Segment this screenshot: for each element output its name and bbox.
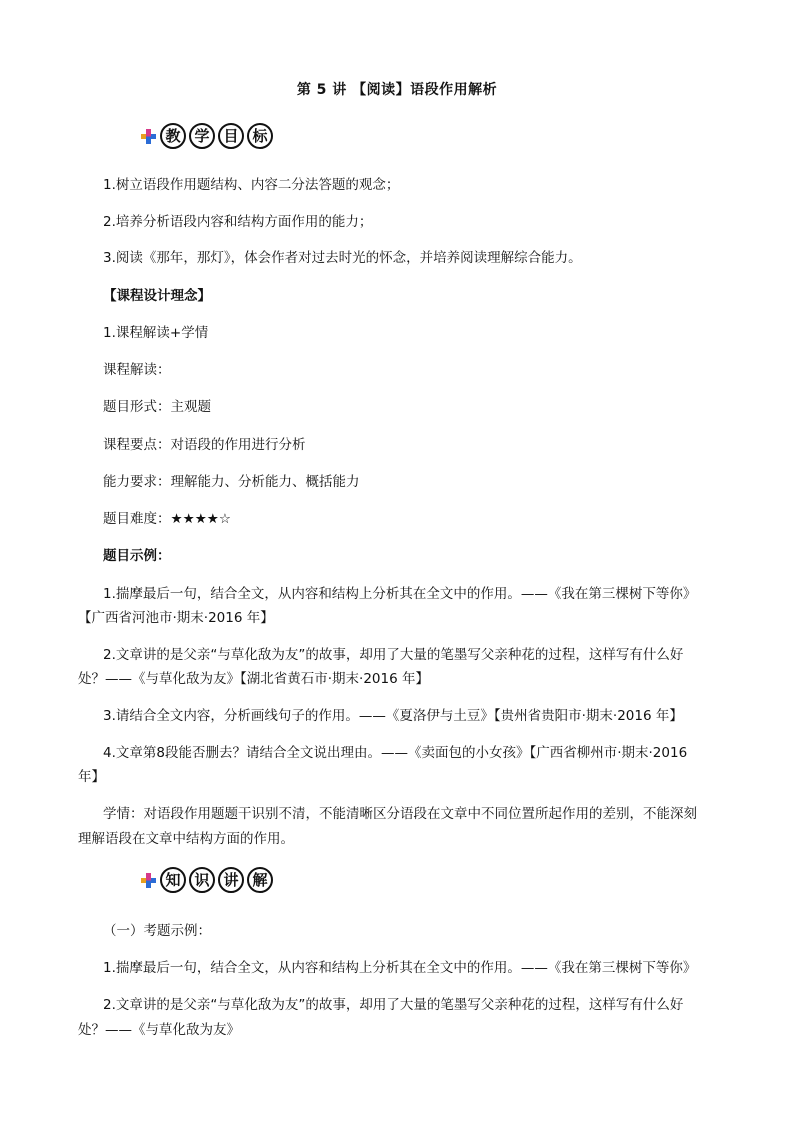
objectives-badge <box>160 123 273 149</box>
knowledge-header <box>141 864 273 896</box>
badge-char: 解 <box>247 867 273 893</box>
knowledge-example: 2.文章讲的是父亲“与草化敌为友”的故事，却用了大量的笔墨写父亲种花的过程，这样写有什么好 <box>103 997 684 1013</box>
situation-text-cont: 理解语段在文章中结构方面的作用。 <box>78 831 294 847</box>
badge-char: 标 <box>247 123 273 149</box>
badge-char: 目 <box>218 123 244 149</box>
knowledge-example: 1.揣摩最后一句，结合全文，从内容和结构上分析其在全文中的作用。——《我在第三棵树下等你》 <box>103 960 697 976</box>
examples-heading: 题目示例： <box>103 548 171 564</box>
example-item: 4.文章第8段能否删去？请结合全文说出理由。——《卖面包的小女孩》【广西省柳州市·期末·2016 <box>103 745 688 761</box>
example-item-cont: 【广西省河池市·期末·2016 年】 <box>78 610 274 626</box>
example-item-cont: 年】 <box>78 769 105 785</box>
question-form: 题目形式：主观题 <box>103 399 211 415</box>
badge-char: 教 <box>160 123 186 149</box>
objective-item: 1.树立语段作用题结构、内容二分法答题的观念； <box>103 177 400 193</box>
example-item: 1.揣摩最后一句，结合全文，从内容和结构上分析其在全文中的作用。——《我在第三棵树下等你》 <box>103 586 697 602</box>
situation-text: 学情：对语段作用题题干识别不清，不能清晰区分语段在文章中不同位置所起作用的差别，不能深刻 <box>103 806 697 822</box>
lesson-title: 第 5 讲 【阅读】语段作用解析 <box>296 82 498 98</box>
knowledge-example-cont: 处？——《与草化敌为友》 <box>78 1022 240 1038</box>
plus-icon <box>141 129 156 144</box>
interpretation-label: 课程解读： <box>103 362 171 378</box>
plus-icon <box>141 873 156 888</box>
badge-char: 识 <box>189 867 215 893</box>
example-item: 3.请结合全文内容，分析画线句子的作用。——《夏洛伊与土豆》【贵州省贵阳市·期末·2016 年】 <box>103 708 683 724</box>
knowledge-sub: （一）考题示例： <box>103 923 211 939</box>
badge-char: 知 <box>160 867 186 893</box>
objectives-header <box>141 120 273 152</box>
knowledge-badge <box>160 867 273 893</box>
ability-requirement: 能力要求：理解能力、分析能力、概括能力 <box>103 474 360 490</box>
design-sub: 1.课程解读+学情 <box>103 325 209 341</box>
difficulty-rating: 题目难度：★★★★☆ <box>103 511 232 527</box>
course-points: 课程要点：对语段的作用进行分析 <box>103 437 306 453</box>
objective-item: 3.阅读《那年，那灯》，体会作者对过去时光的怀念，并培养阅读理解综合能力。 <box>103 250 582 266</box>
objective-item: 2.培养分析语段内容和结构方面作用的能力； <box>103 214 373 230</box>
badge-char: 学 <box>189 123 215 149</box>
example-item-cont: 处？——《与草化敌为友》【湖北省黄石市·期末·2016 年】 <box>78 671 429 687</box>
example-item: 2.文章讲的是父亲“与草化敌为友”的故事，却用了大量的笔墨写父亲种花的过程，这样写有什么好 <box>103 647 684 663</box>
design-heading: 【课程设计理念】 <box>103 288 211 304</box>
badge-char: 讲 <box>218 867 244 893</box>
